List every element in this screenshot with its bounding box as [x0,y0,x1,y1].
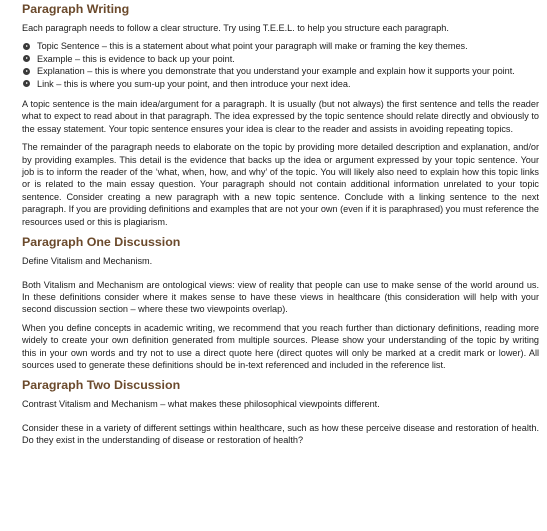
teel-text: xplanation – this is where you demonstrate that you understand your example and explain how it supports your point. [43,66,515,77]
teel-list [22,40,539,90]
list-item [22,65,539,77]
teel-text: xample – this is evidence to back up your point. [43,53,235,64]
teel-text: ink – this is where you sum-up your point, and then introduce your next idea. [42,78,351,89]
circled-play-bullet-icon [23,43,30,50]
section-heading-paragraph-two: Paragraph Two Discussion [22,378,181,393]
body-paragraph: When you define concepts in academic writing, we recommend that you reach further than dictionary definitions, reading more widely to create your own definition generated from multiple sources. Please show your understanding of the topic by writing this in your own words and try not to use a direct quote here (direct quotes will only be marked at a credit mark or lower). All sources used to generate these definitions should be in-text referenced and included in the reference list. [22,322,539,370]
teel-letter: E [37,53,44,64]
section-intro: Contrast Vitalism and Mechanism – what makes these philosophical viewpoints different. [22,399,380,410]
circled-play-bullet-icon [23,80,30,87]
body-paragraph: Consider these in a variety of different settings within healthcare, such as how these perceive disease and restoration of health. Do they exist in the understanding of disease or restoration of health? [22,422,539,446]
section-heading-paragraph-writing: Paragraph Writing [22,2,130,16]
body-paragraph: Both Vitalism and Mechanism are ontological views: view of reality that people can use to make sense of the world around us. In these definitions consider where it makes sense to have these views in healthcare (this consideration will help with your second discussion section – where these two viewpoints overlap). [22,279,539,315]
teel-letter: T [37,41,42,52]
teel-text: opic Sentence – this is a statement about what point your paragraph will make or framing the key themes. [41,41,468,52]
section-intro: Each paragraph needs to follow a clear structure. Try using T.E.E.L. to help you structure each paragraph. [22,23,449,33]
section-heading-paragraph-one: Paragraph One Discussion [22,235,181,250]
list-item [22,40,539,52]
body-paragraph: The remainder of the paragraph needs to elaborate on the topic by providing more detailed description and explanation, and/or by providing examples. This detail is the evidence that backs up the idea or argument expressed by your topic sentence. Your job is to inform the reader of the ‘what, when, how, and why’ of the topic. You will likely also need to explain how this topic links or is related to the main essay question. Your paragraph should not contain additional information unrelated to your topic sentence. Consider creating a new paragraph with a new topic sentence. Conclude with a linking sentence to the next paragraph. If you are providing definitions and examples that are not your own (even if it is paraphrased) you must reference the resources used or this is plagiarism. [22,142,539,227]
teel-letter: E [37,66,44,77]
circled-play-bullet-icon [23,55,30,62]
list-item [22,53,539,65]
body-paragraph: A topic sentence is the main idea/argument for a paragraph. It is usually (but not always) the first sentence and tells the reader what to expect to read about in that paragraph. The idea expressed by the topic sentence should relate directly and obviously to the essay statement. Your topic sentence ensures your idea is clear to the reader and assists in avoiding repeating topics. [22,99,539,134]
list-item [22,78,539,90]
circled-play-bullet-icon [23,68,30,75]
teel-letter: L [37,78,43,89]
section-intro: Define Vitalism and Mechanism. [22,256,153,267]
